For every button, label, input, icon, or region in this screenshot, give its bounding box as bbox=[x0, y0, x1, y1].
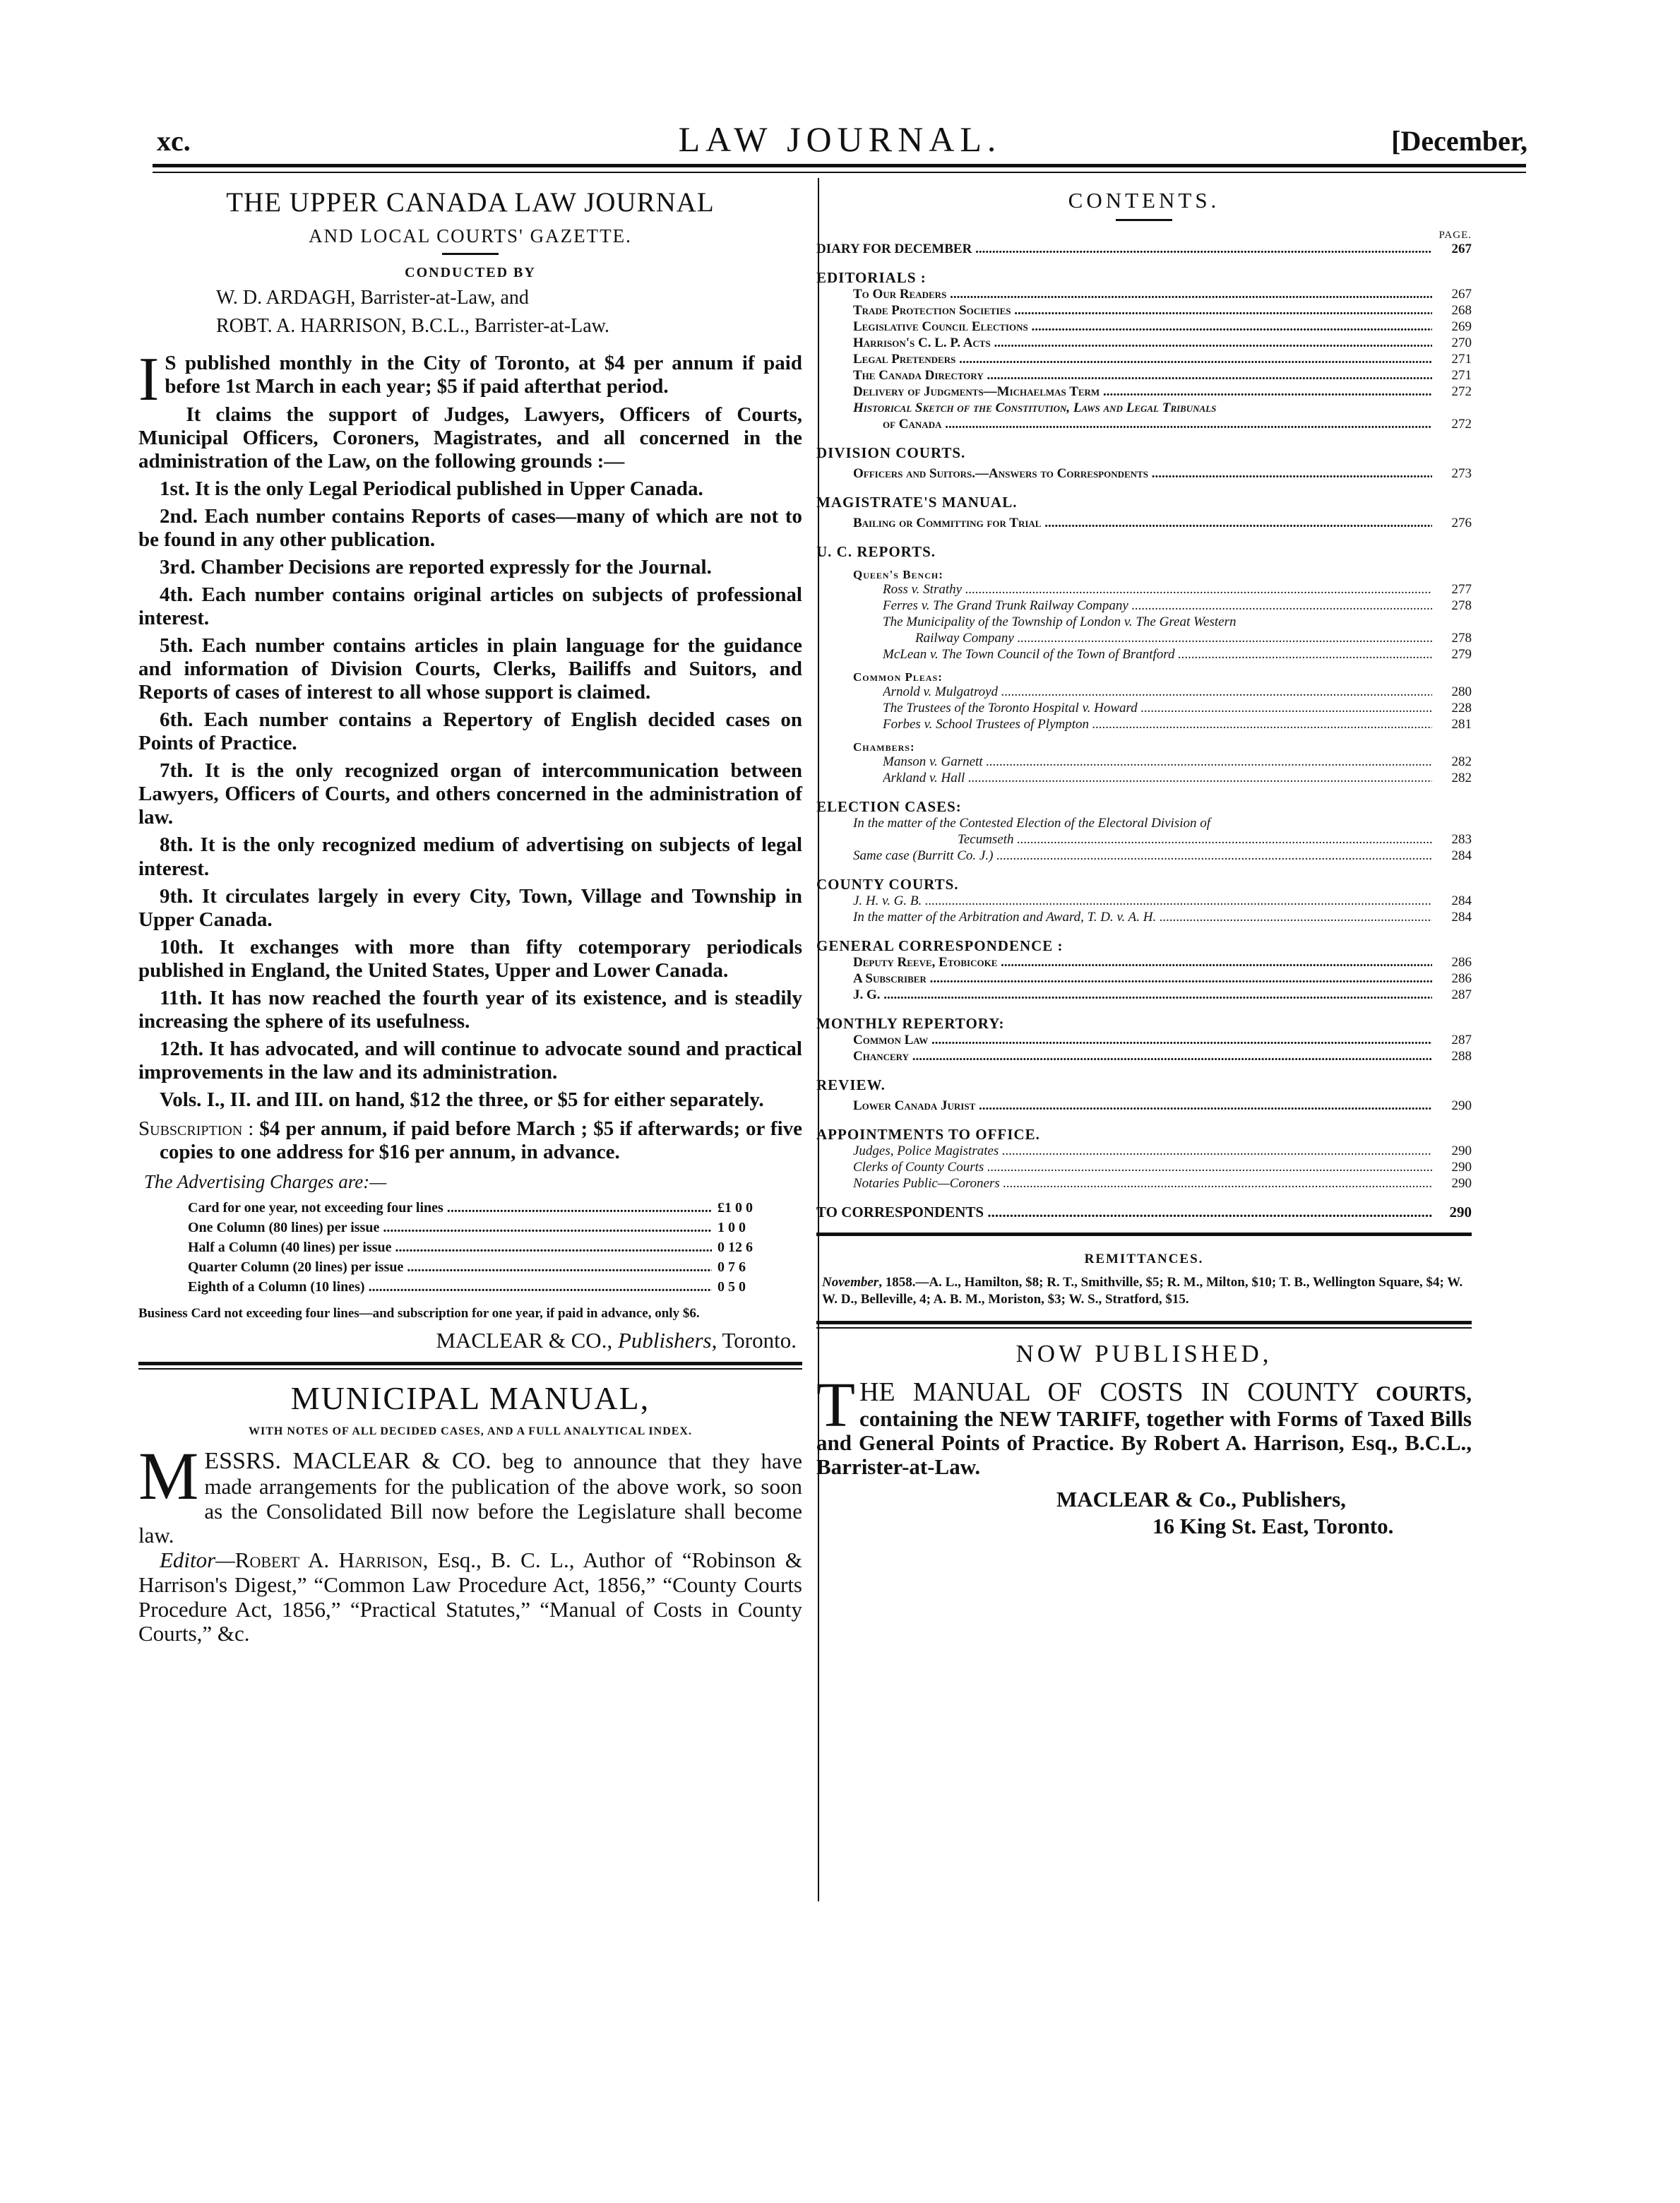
municipal-editor-name: Robert A. Harrison bbox=[234, 1548, 423, 1573]
now-published-publisher: MACLEAR & Co., Publishers, bbox=[1056, 1486, 1346, 1512]
remittances-body: , 1858.—A. L., Hamilton, $8; R. T., Smithville, $5; R. M., Milton, $10; T. B., Wellington Square, $4; W. W. D., Belleville, 4; A. B. M., Moriston, $3; W. S., Stratford, $15. bbox=[822, 1275, 1463, 1307]
remittances-title: REMITTANCES. bbox=[1084, 1252, 1204, 1266]
contents-divider bbox=[1116, 219, 1172, 221]
toc-section-division-courts: DIVISION COURTS. bbox=[816, 444, 966, 461]
rate-row bbox=[188, 1279, 802, 1299]
rate-label: Quarter Column (20 lines) per issue ..... bbox=[188, 1259, 712, 1276]
rate-row bbox=[188, 1200, 802, 1220]
claims-paragraph: It claims the support of Judges, Lawyers, Officers of Courts, Municipal Officers, Coroners, Magistrates, and all concerned in the administration of the Law, on the following grounds :— bbox=[138, 403, 802, 473]
title-divider bbox=[442, 253, 499, 255]
subscription-terms bbox=[138, 1117, 802, 1164]
intro-paragraph bbox=[138, 345, 802, 414]
toc-entry: To Our Readers ..... 267 bbox=[816, 287, 1472, 303]
toc-entry: Deputy Reeve, Etobicoke ..... 286 bbox=[816, 955, 1472, 971]
publisher-name: MACLEAR & CO., bbox=[436, 1327, 613, 1353]
editor-line-2: ROBT. A. HARRISON, B.C.L., Barrister-at-Law. bbox=[216, 315, 610, 337]
toc-entry: A Subscriber ..... 286 bbox=[816, 971, 1472, 987]
subscription-text: $4 per annum, if paid before March ; $5 if afterwards; or five copies to one address for $16 per annum, in advance. bbox=[160, 1117, 802, 1164]
header-rule bbox=[153, 164, 1526, 167]
ground-8: 8th. It is the only recognized medium of advertising on subjects of legal interest. bbox=[138, 833, 802, 880]
issue-month: [December, bbox=[1391, 125, 1527, 157]
toc-section-election-cases: ELECTION CASES: bbox=[816, 798, 962, 815]
now-published-announcement bbox=[816, 1370, 1472, 1480]
toc-entry: Legislative Council Elections ..... 269 bbox=[816, 319, 1472, 336]
subscription-label: Subscription : bbox=[138, 1117, 254, 1140]
remittances-end-rule-thin bbox=[816, 1327, 1472, 1329]
page-folio: xc. bbox=[157, 125, 191, 157]
intro-text: S published monthly in the City of Toronto, at $4 per annum if paid before 1st March in each year; $5 if paid afterthat period. bbox=[165, 352, 802, 398]
toc-entry: Forbes v. School Trustees of Plympton ..... 281 bbox=[816, 717, 1472, 733]
contents-title: CONTENTS. bbox=[1068, 188, 1220, 213]
rate-row bbox=[188, 1259, 802, 1279]
toc-entry: Arnold v. Mulgatroyd ..... 280 bbox=[816, 684, 1472, 701]
section-rule bbox=[138, 1362, 802, 1365]
toc-entry: Legal Pretenders ..... 271 bbox=[816, 352, 1472, 368]
toc-section-editorials: EDITORIALS : bbox=[816, 269, 927, 286]
toc-entry: McLean v. The Town Council of the Town of Brantford ..... 279 bbox=[816, 647, 1472, 663]
municipal-body: beg to announce that they have made arrangements for the publication of the above work, so soon as the Consolidated Bill now before the Legislature shall become law. bbox=[138, 1448, 802, 1548]
toc-entry: Common Law ..... 287 bbox=[816, 1033, 1472, 1049]
toc-entry: Chancery ..... 288 bbox=[816, 1049, 1472, 1065]
toc-entry: Ross v. Strathy ..... 277 bbox=[816, 582, 1472, 598]
section-rule-thin bbox=[138, 1368, 802, 1370]
toc-section-appointments: APPOINTMENTS TO OFFICE. bbox=[816, 1126, 1040, 1143]
toc-entry: Trade Protection Societies ..... 268 bbox=[816, 303, 1472, 319]
toc-entry-historical: Historical Sketch of the Constitution, Laws and Legal Tribunals bbox=[853, 400, 1217, 415]
ground-11: 11th. It has now reached the fourth year of its existence, and is steadily increasing the sphere of its usefulness. bbox=[138, 986, 802, 1033]
rate-label: Eighth of a Column (10 lines) ..... bbox=[188, 1279, 712, 1295]
now-published-dropcap: T bbox=[816, 1370, 855, 1440]
municipal-manual-title: MUNICIPAL MANUAL, bbox=[290, 1379, 650, 1416]
municipal-editor-rest: , Esq., B. C. L., Author of “Robinson & Harrison's Digest,” “Common Law Procedure Act, 1856,” “County Courts Procedure Act, 1856,” “Practical Statutes,” “Manual of Costs in County Courts,” &c. bbox=[138, 1548, 803, 1646]
rate-label: One Column (80 lines) per issue ..... bbox=[188, 1220, 712, 1236]
toc-entry: Bailing or Committing for Trial ..... 276 bbox=[816, 516, 1472, 532]
rate-label: Half a Column (40 lines) per issue ..... bbox=[188, 1240, 712, 1256]
advertising-heading: The Advertising Charges are:— bbox=[144, 1171, 387, 1193]
toc-entry: Tecumseth ..... 283 bbox=[816, 832, 1472, 848]
publisher-line bbox=[138, 1328, 802, 1353]
ground-9: 9th. It circulates largely in every City, Town, Village and Township in Upper Canada. bbox=[138, 884, 802, 931]
now-published-body: COURTS, containing the NEW TARIFF, together with Forms of Taxed Bills and General Points of Practice. By Robert A. Harrison, Esq., B.C.L., Barrister-at-Law. bbox=[816, 1380, 1472, 1480]
municipal-manual-announcement bbox=[138, 1437, 802, 1548]
rate-row bbox=[188, 1240, 802, 1259]
paper-subtitle: AND LOCAL COURTS' GAZETTE. bbox=[309, 225, 632, 247]
remittances-date: November bbox=[822, 1275, 879, 1290]
toc-entry: Notaries Public—Coroners ..... 290 bbox=[816, 1176, 1472, 1192]
municipal-editor-label: Editor— bbox=[160, 1548, 235, 1573]
ground-10: 10th. It exchanges with more than fifty cotemporary periodicals published in England, the United States, Upper and Lower Canada. bbox=[138, 935, 802, 982]
toc-entry: of Canada ..... 272 bbox=[816, 417, 1472, 433]
business-card-note: Business Card not exceeding four lines—and subscription for one year, if paid in advance, only $6. bbox=[138, 1306, 700, 1322]
rate-row bbox=[188, 1220, 802, 1240]
left-column bbox=[138, 181, 802, 1646]
toc-entry: Manson v. Garnett ..... 282 bbox=[816, 754, 1472, 771]
remittances-list bbox=[816, 1274, 1472, 1308]
toc-section-monthly-repertory: MONTHLY REPERTORY: bbox=[816, 1015, 1005, 1032]
conducted-by: CONDUCTED BY bbox=[405, 265, 536, 280]
toc-entry: Clerks of County Courts ..... 290 bbox=[816, 1160, 1472, 1176]
ground-4: 4th. Each number contains original articles on subjects of professional interest. bbox=[138, 583, 802, 630]
toc-section-county-courts: COUNTY COURTS. bbox=[816, 876, 959, 893]
toc-subsection-chambers: Chambers: bbox=[853, 740, 915, 754]
toc-entry: The Canada Directory ..... 271 bbox=[816, 368, 1472, 384]
contents-end-rule bbox=[816, 1233, 1472, 1236]
toc-section-uc-reports: U. C. REPORTS. bbox=[816, 543, 936, 560]
toc-entry: Ferres v. The Grand Trunk Railway Company ..... 278 bbox=[816, 598, 1472, 614]
municipal-dropcap: M bbox=[138, 1437, 199, 1514]
toc-entry: Officers and Suitors.—Answers to Correspondents ..... 273 bbox=[816, 466, 1472, 482]
toc-section-magistrates-manual: MAGISTRATE'S MANUAL. bbox=[816, 494, 1018, 511]
now-published-firstword: HE MANUAL OF COSTS IN COUNTY bbox=[859, 1377, 1359, 1407]
toc-entry: J. H. v. G. B. ..... 284 bbox=[816, 893, 1472, 910]
now-published-address: 16 King St. East, Toronto. bbox=[1152, 1513, 1394, 1538]
page-column-label: PAGE. bbox=[1438, 230, 1472, 241]
rate-amount: 0 5 0 bbox=[717, 1279, 746, 1295]
toc-section-general-correspondence: GENERAL CORRESPONDENCE : bbox=[816, 937, 1064, 954]
toc-section-review: REVIEW. bbox=[816, 1076, 886, 1093]
now-published-title: NOW PUBLISHED, bbox=[1015, 1339, 1273, 1367]
publisher-city: Toronto. bbox=[722, 1327, 797, 1353]
toc-subsection-queens-bench: Queen's Bench: bbox=[853, 568, 943, 581]
toc-entry: Same case (Burritt Co. J.) ..... 284 bbox=[816, 848, 1472, 865]
running-head bbox=[153, 119, 1527, 161]
rate-amount: 0 12 6 bbox=[717, 1240, 753, 1256]
toc-entry: The Trustees of the Toronto Hospital v. Howard ..... 228 bbox=[816, 701, 1472, 717]
publisher-role: Publishers, bbox=[617, 1327, 717, 1353]
advertising-rates bbox=[138, 1200, 802, 1299]
toc-entry-correspondents: TO CORRESPONDENTS ..... 290 bbox=[816, 1204, 1472, 1220]
ground-1: 1st. It is the only Legal Periodical published in Upper Canada. bbox=[160, 477, 703, 500]
toc-entry: J. G. ..... 287 bbox=[816, 987, 1472, 1004]
rate-label: Card for one year, not exceeding four lines ..... bbox=[188, 1200, 712, 1216]
municipal-firstword: ESSRS. MACLEAR & CO. bbox=[204, 1447, 492, 1474]
toc-subsection-common-pleas: Common Pleas: bbox=[853, 670, 943, 684]
toc-entry-municipality: The Municipality of the Township of London v. The Great Western bbox=[883, 614, 1237, 629]
rate-amount: 1 0 0 bbox=[717, 1220, 746, 1236]
toc-entry: In the matter of the Arbitration and Award, T. D. v. A. H. ..... 284 bbox=[816, 910, 1472, 926]
ground-7: 7th. It is the only recognized organ of intercommunication between Lawyers, Officers of Courts, and others concerned in the administration of law. bbox=[138, 759, 802, 829]
toc-entry: Lower Canada Jurist ..... 290 bbox=[816, 1098, 1472, 1115]
ground-2: 2nd. Each number contains Reports of cases—many of which are not to be found in any other publication. bbox=[138, 504, 802, 551]
journal-title: LAW JOURNAL. bbox=[678, 119, 1002, 159]
paper-title: THE UPPER CANADA LAW JOURNAL bbox=[226, 187, 715, 218]
rate-amount: £1 0 0 bbox=[717, 1200, 753, 1216]
municipal-manual-subtitle: WITH NOTES OF ALL DECIDED CASES, AND A FULL ANALYTICAL INDEX. bbox=[249, 1425, 692, 1437]
volumes-note: Vols. I., II. and III. on hand, $12 the three, or $5 for either separately. bbox=[160, 1088, 764, 1111]
remittances-end-rule bbox=[816, 1321, 1472, 1324]
toc-entry-election: In the matter of the Contested Election of the Electoral Division of bbox=[853, 816, 1211, 831]
municipal-editor bbox=[138, 1548, 802, 1646]
toc-entry: Judges, Police Magistrates ..... 290 bbox=[816, 1144, 1472, 1160]
ground-3: 3rd. Chamber Decisions are reported expressly for the Journal. bbox=[160, 555, 712, 578]
ground-12: 12th. It has advocated, and will continue to advocate sound and practical improvements in the law and its administration. bbox=[138, 1037, 802, 1083]
ground-5: 5th. Each number contains articles in plain language for the guidance and information of Division Courts, Clerks, Bailiffs and Suitors, and Reports of cases of interest to all whose support is claimed. bbox=[138, 634, 802, 704]
toc-entry: Harrison's C. L. P. Acts ..... 270 bbox=[816, 336, 1472, 352]
toc-entry: Railway Company ..... 278 bbox=[816, 631, 1472, 647]
intro-dropcap: I bbox=[138, 345, 160, 414]
rate-amount: 0 7 6 bbox=[717, 1259, 746, 1276]
header-rule-thin bbox=[153, 172, 1526, 173]
toc-entry: Delivery of Judgments—Michaelmas Term ..... 272 bbox=[816, 384, 1472, 400]
right-column bbox=[816, 181, 1472, 1539]
toc-entry: Arkland v. Hall ..... 282 bbox=[816, 771, 1472, 787]
toc-entry-diary: DIARY FOR DECEMBER ..... 267 bbox=[816, 242, 1472, 258]
ground-6: 6th. Each number contains a Repertory of English decided cases on Points of Practice. bbox=[138, 708, 802, 755]
editor-line-1: W. D. ARDAGH, Barrister-at-Law, and bbox=[216, 287, 529, 309]
